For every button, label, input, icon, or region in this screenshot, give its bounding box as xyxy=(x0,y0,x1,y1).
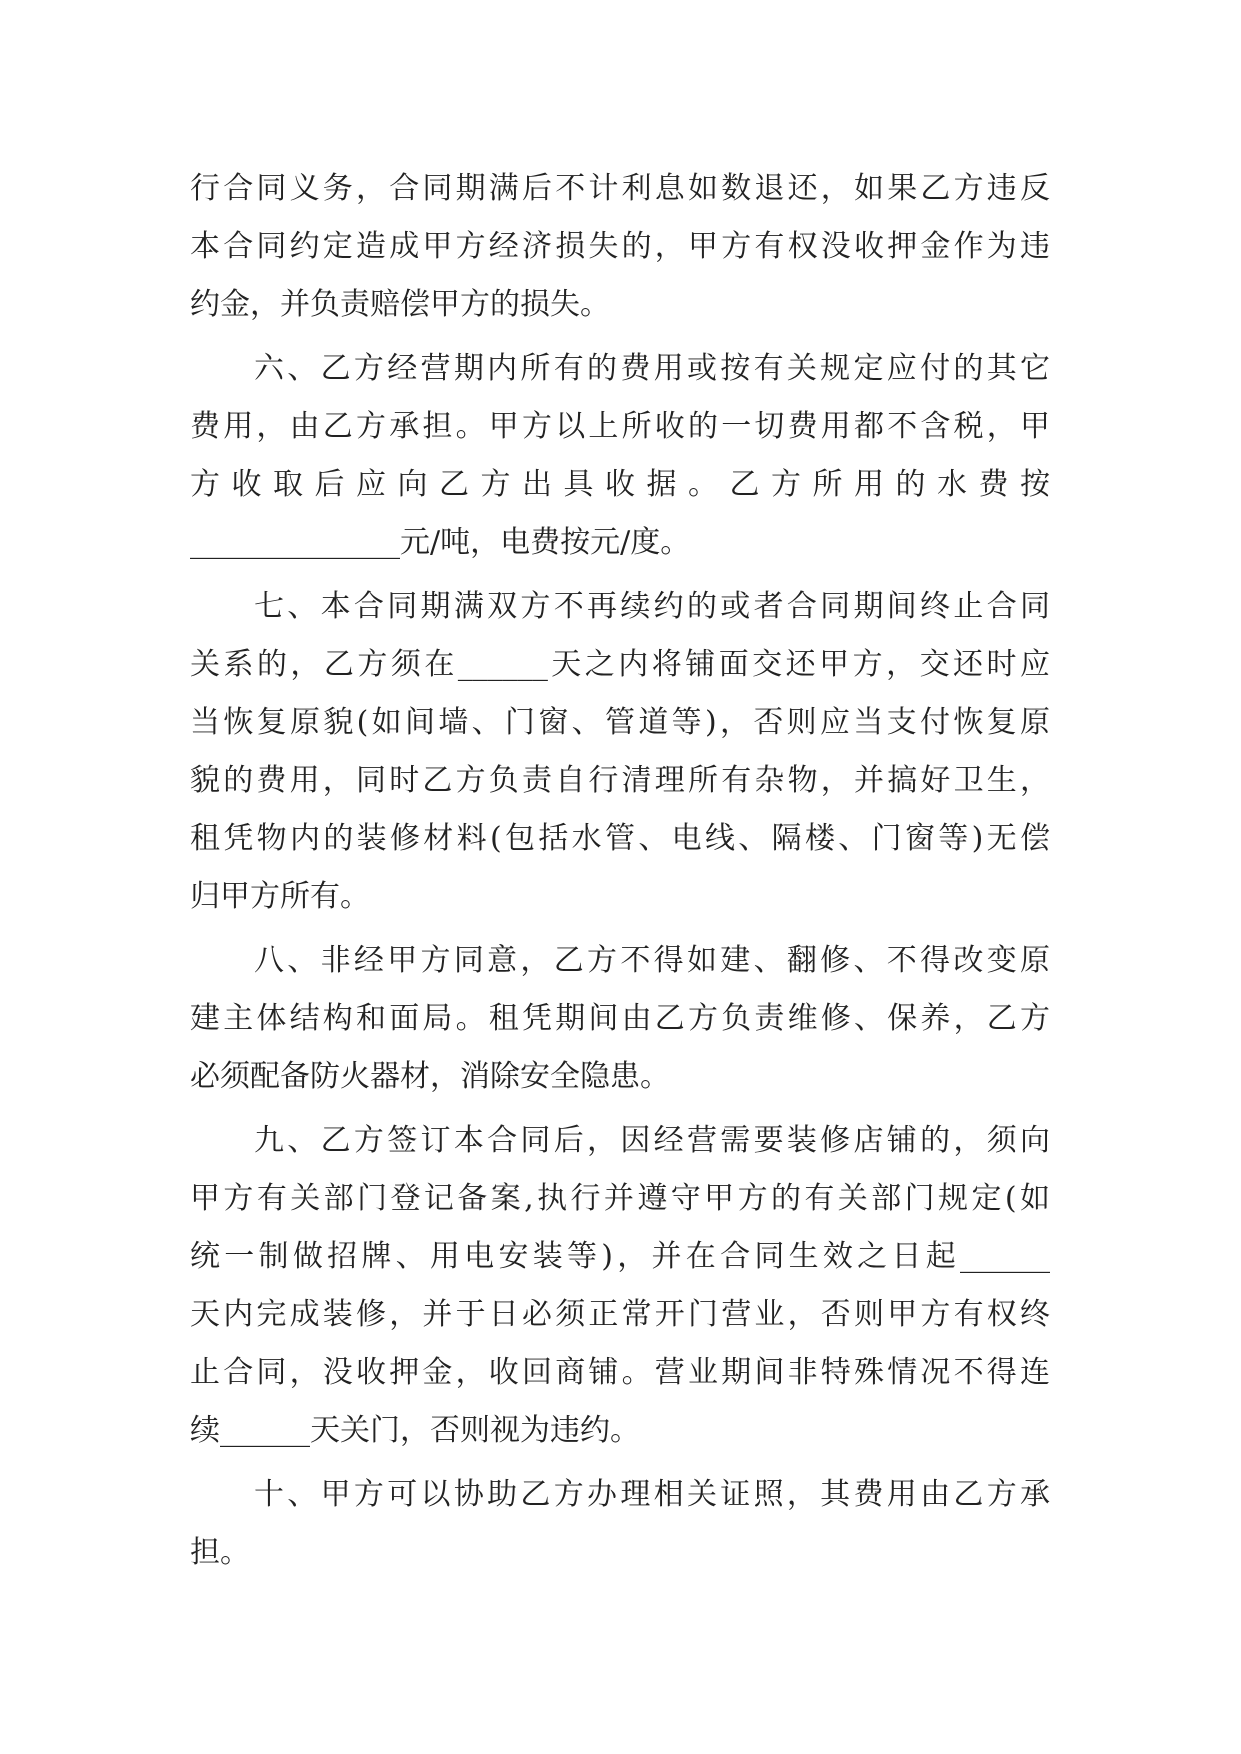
text-line: 方收取后应向乙方出具收据。乙方所用的水费按 xyxy=(190,467,1050,502)
text-line: 归甲方所有。 xyxy=(190,879,370,914)
paragraph-7 xyxy=(190,578,1050,926)
text-line: 貌的费用，同时乙方负责自行清理所有杂物，并搞好卫生， xyxy=(190,763,1050,798)
text-line: 统一制做招牌、用电安装等)，并在合同生效之日起______ xyxy=(190,1239,1050,1274)
text-line: 止合同，没收押金，收回商铺。营业期间非特殊情况不得连 xyxy=(190,1355,1050,1390)
paragraph-8 xyxy=(190,932,1050,1106)
paragraph-5-continuation xyxy=(190,160,1050,334)
text-line: 六、乙方经营期内所有的费用或按有关规定应付的其它 xyxy=(254,351,1050,386)
paragraph-6 xyxy=(190,340,1050,572)
document-body xyxy=(190,160,1050,1582)
text-line: 九、乙方签订本合同后，因经营需要装修店铺的，须向 xyxy=(254,1123,1050,1158)
text-line: 关系的，乙方须在______天之内将铺面交还甲方，交还时应 xyxy=(190,647,1050,682)
text-line: 担。 xyxy=(190,1535,250,1570)
text-line: 建主体结构和面局。租凭期间由乙方负责维修、保养，乙方 xyxy=(190,1001,1050,1036)
text-line: 十、甲方可以协助乙方办理相关证照，其费用由乙方承 xyxy=(254,1477,1050,1512)
text-line: ______________元/吨，电费按元/度。 xyxy=(190,525,691,560)
paragraph-9 xyxy=(190,1112,1050,1460)
text-line: 八、非经甲方同意，乙方不得如建、翻修、不得改变原 xyxy=(254,943,1050,978)
text-line: 必须配备防火器材，消除安全隐患。 xyxy=(190,1059,670,1094)
text-line: 本合同约定造成甲方经济损失的，甲方有权没收押金作为违 xyxy=(190,229,1050,264)
paragraph-10 xyxy=(190,1466,1050,1582)
text-line: 甲方有关部门登记备案,执行并遵守甲方的有关部门规定(如 xyxy=(190,1181,1050,1216)
text-line: 当恢复原貌(如间墙、门窗、管道等)，否则应当支付恢复原 xyxy=(190,705,1050,740)
text-line: 约金，并负责赔偿甲方的损失。 xyxy=(190,287,610,322)
text-line: 费用，由乙方承担。甲方以上所收的一切费用都不含税，甲 xyxy=(190,409,1050,444)
text-line: 租凭物内的装修材料(包括水管、电线、隔楼、门窗等)无偿 xyxy=(190,821,1050,856)
text-line: 行合同义务，合同期满后不计利息如数退还，如果乙方违反 xyxy=(190,171,1050,206)
text-line: 天内完成装修，并于日必须正常开门营业，否则甲方有权终 xyxy=(190,1297,1050,1332)
text-line: 七、本合同期满双方不再续约的或者合同期间终止合同 xyxy=(254,589,1050,624)
text-line: 续______天关门，否则视为违约。 xyxy=(190,1413,640,1448)
